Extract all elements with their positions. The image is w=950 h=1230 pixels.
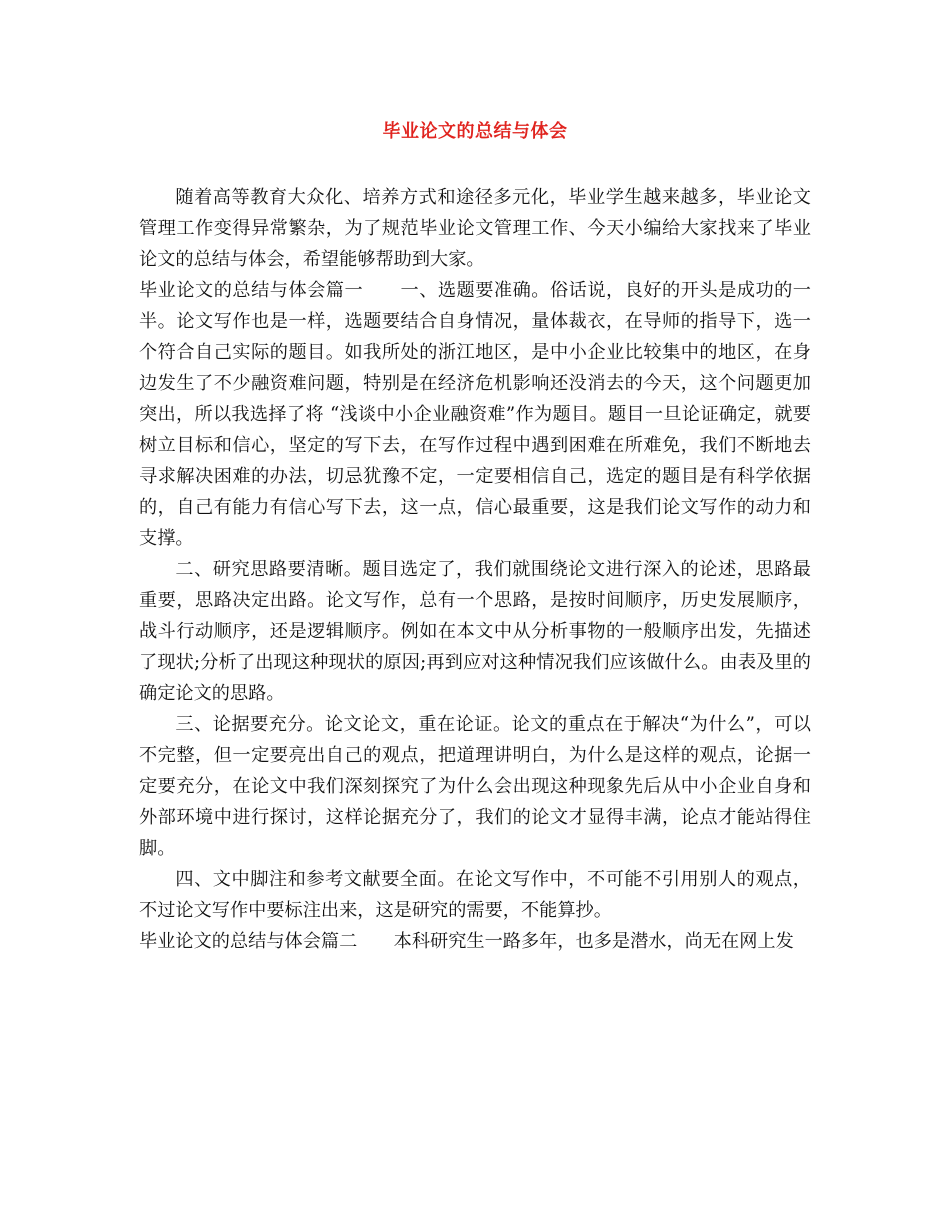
point-two-paragraph: 二、研究思路要清晰。题目选定了，我们就围绕论文进行深入的论述，思路最重要，思路决定出路。论文写作，总有一个思路，是按时间顺序，历史发展顺序，战斗行动顺序，还是逻辑顺序。例如在本文中从分析事物的一般顺序出发，先描述了现状;分析了出现这种现状的原因;再到应对这种情况我们应该做什么。由表及里的确定论文的思路。 [139,559,811,704]
intro-paragraph: 随着高等教育大众化、培养方式和途径多元化，毕业学生越来越多，毕业论文管理工作变得异常繁杂，为了规范毕业论文管理工作、今天小编给大家找来了毕业论文的总结与体会，希望能够帮助到大家。 [139,187,811,270]
section-two-paragraph: 毕业论文的总结与体会篇二 本科研究生一路多年，也多是潜水，尚无在网上发 [139,931,794,952]
section-one-paragraph: 毕业论文的总结与体会篇一 一、选题要准确。俗话说，良好的开头是成功的一半。论文写作也是一样，选题要结合自身情况，量体裁衣，在导师的指导下，选一个符合自己实际的题目。如我所处的浙江地区，是中小企业比较集中的地区，在身边发生了不少融资难问题，特别是在经济危机影响还没消去的今天，这个问题更加突出，所以我选择了将 “浅谈中小企业融资难”作为题目。题目一旦论证确定，就要树立目标和信心，坚定的写下去，在写作过程中遇到困难在所难免，我们不断地去寻求解决困难的办法，切忌犹豫不定，一定要相信自己，选定的题目是有科学依据的，自己有能力有信心写下去，这一点，信心最重要，这是我们论文写作的动力和支撑。 [139,280,811,549]
document-page [139,118,811,957]
point-four-paragraph: 四、文中脚注和参考文献要全面。在论文写作中，不可能不引用别人的观点，不过论文写作中要标注出来，这是研究的需要，不能算抄。 [139,869,811,921]
document-title: 毕业论文的总结与体会 [382,121,568,142]
point-three-paragraph: 三、论据要充分。论文论文，重在论证。论文的重点在于解决“为什么”，可以不完整，但一定要亮出自己的观点，把道理讲明白，为什么是这样的观点，论据一定要充分，在论文中我们深刻探究了为什么会出现这种现象先后从中小企业自身和外部环境中进行探讨，这样论据充分了，我们的论文才显得丰满，论点才能站得住脚。 [139,714,811,859]
